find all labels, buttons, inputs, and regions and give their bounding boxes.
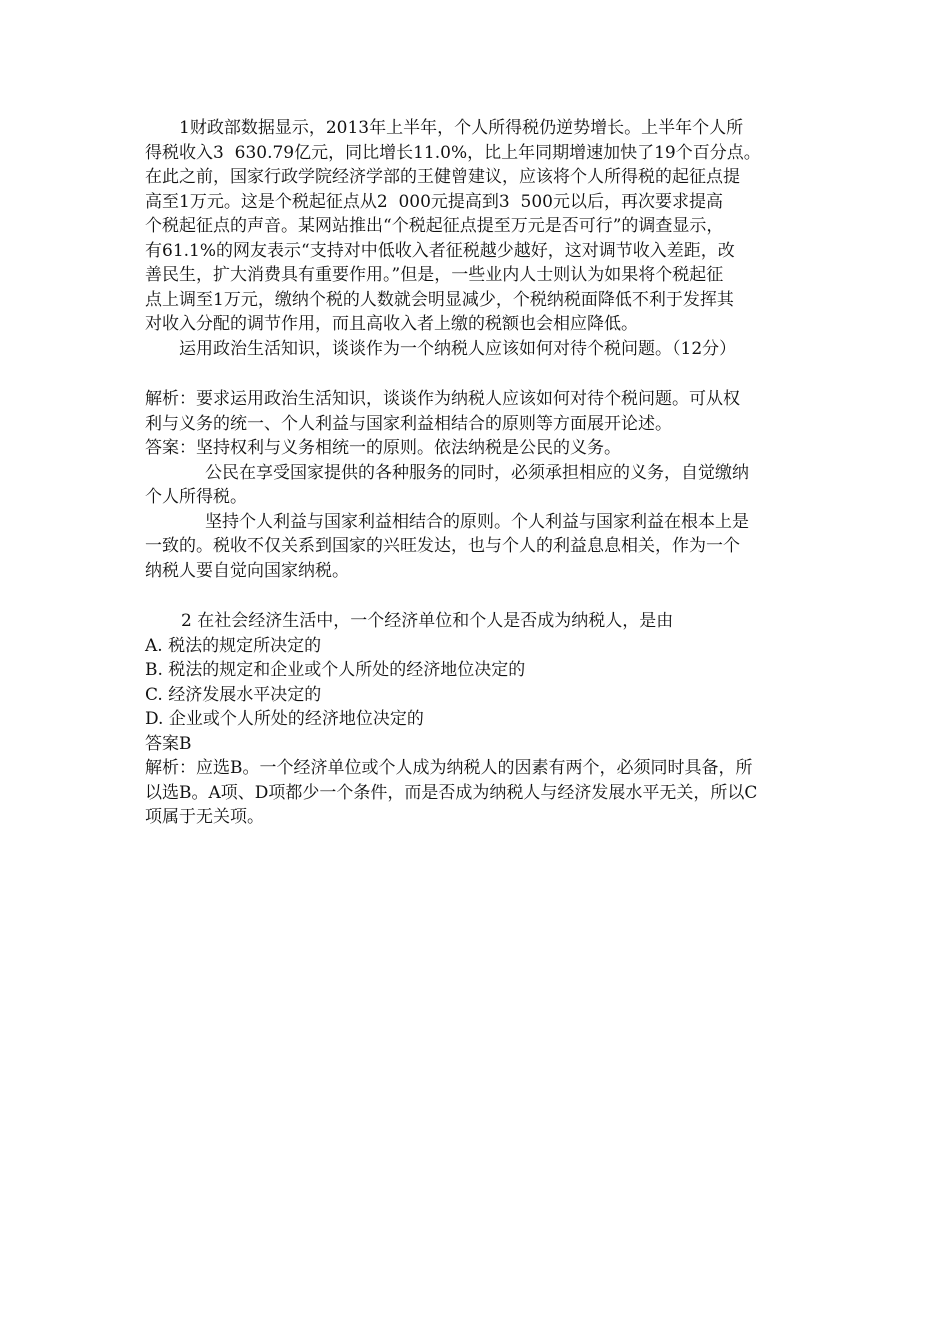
option-b: B. 税法的规定和企业或个人所处的经济地位决定的	[145, 660, 526, 680]
analysis-line: 解析：要求运用政治生活知识，谈谈作为纳税人应该如何对待个税问题。可从权	[145, 389, 740, 409]
question-1-prompt: 运用政治生活知识，谈谈作为一个纳税人应该如何对待个税问题。（12分）	[179, 338, 737, 359]
question-1-line: 有61.1%的网友表示“支持对中低收入者征税越少越好，这对调节收入差距，改	[145, 240, 735, 261]
option-c: C. 经济发展水平决定的	[145, 684, 322, 705]
question-1-line: 对收入分配的调节作用，而且高收入者上缴的税额也会相应降低。	[145, 314, 638, 334]
analysis-line: 项属于无关项。	[145, 807, 264, 827]
answer-line: 纳税人要自觉向国家纳税。	[145, 560, 349, 581]
answer-line: 个人所得税。	[145, 487, 247, 507]
spacer	[145, 361, 815, 387]
question-1-answer: 答案：坚持权利与义务相统一的原则。依法纳税是公民的义务。	[145, 438, 621, 458]
question-2-analysis	[145, 756, 815, 830]
option-d: D. 企业或个人所处的经济地位决定的	[145, 709, 424, 729]
answer-line: 坚持个人利益与国家利益相结合的原则。个人利益与国家利益在根本上是	[205, 511, 749, 532]
question-1-line: 得税收入3 630.79亿元，同比增长11.0%，比上年同期增速加快了19个百分点。	[145, 142, 761, 163]
analysis-line: 解析：应选B。一个经济单位或个人成为纳税人的因素有两个，必须同时具备，所	[145, 758, 753, 778]
option-a: A. 税法的规定所决定的	[145, 635, 322, 656]
answer-paragraph-1	[145, 461, 815, 510]
question-1-material	[145, 116, 815, 337]
question-1-line: 高至1万元。这是个税起征点从2 000元提高到3 500元以后，再次要求提高	[145, 191, 723, 212]
answer-line: 一致的。税收不仅关系到国家的兴旺发达，也与个人的利益息息相关，作为一个	[145, 536, 740, 556]
question-1-line: 1财政部数据显示，2013年上半年，个人所得税仍逆势增长。上半年个人所	[179, 118, 744, 138]
answer-line: 公民在享受国家提供的各种服务的同时，必须承担相应的义务，自觉缴纳	[205, 462, 749, 483]
answer-paragraph-2	[145, 510, 815, 584]
question-2-stem: 2 在社会经济生活中，一个经济单位和个人是否成为纳税人，是由	[181, 611, 674, 631]
document-page	[145, 116, 815, 830]
question-1-line: 在此之前，国家行政学院经济学部的王健曾建议，应该将个人所得税的起征点提	[145, 167, 740, 187]
question-1-line: 点上调至1万元，缴纳个税的人数就会明显减少，个税纳税面降低不利于发挥其	[145, 289, 734, 310]
analysis-line: 利与义务的统一、个人利益与国家利益相结合的原则等方面展开论述。	[145, 413, 672, 434]
question-1-analysis	[145, 387, 815, 436]
question-2-options	[145, 634, 815, 732]
question-1-line: 个税起征点的声音。某网站推出“个税起征点提至万元是否可行”的调查显示，	[145, 216, 724, 236]
question-1-line: 善民生，扩大消费具有重要作用。”但是，一些业内人士则认为如果将个税起征	[145, 265, 724, 285]
spacer	[145, 583, 815, 609]
analysis-line: 以选B。A项、D项都少一个条件，而是否成为纳税人与经济发展水平无关，所以C	[145, 782, 758, 803]
question-2-answer: 答案B	[145, 733, 192, 754]
